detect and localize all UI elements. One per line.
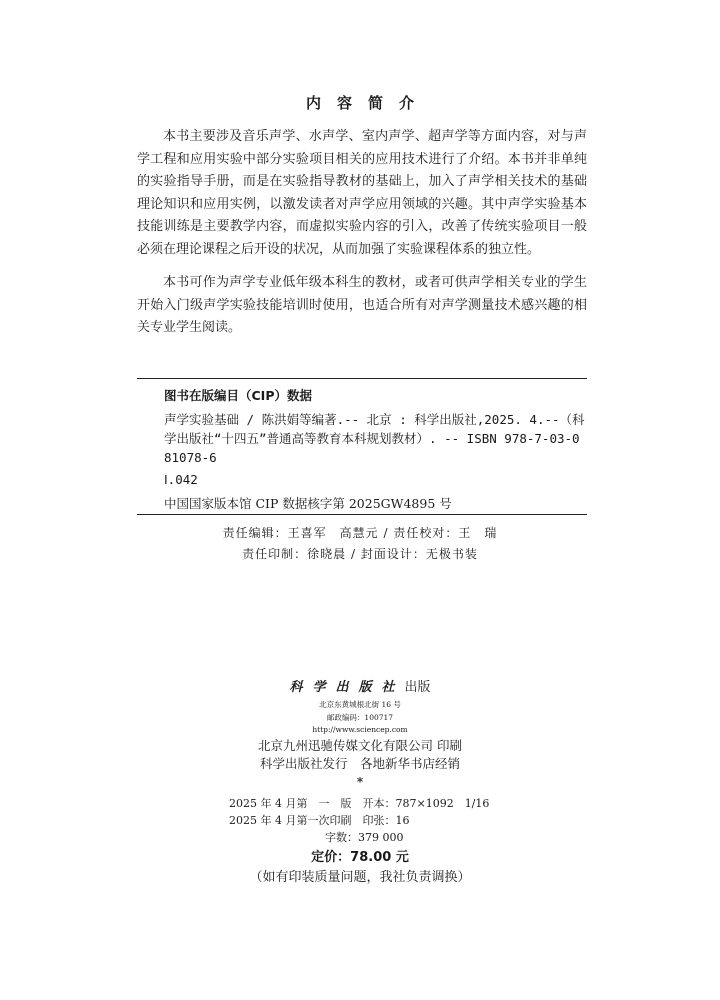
- cip-record: 声学实验基础 / 陈洪娟等编著.-- 北京 : 科学出版社,2025. 4.--（科学出版社“十四五”普通高等教育本科规划教材）. -- ISBN 978-7-03-081078-6: [164, 412, 585, 465]
- distribution-line: 科学出版社发行 各地新华书店经销: [259, 756, 460, 771]
- cip-heading: 图书在版编目（CIP）数据: [164, 388, 312, 403]
- printer-line: 北京九州迅驰传媒文化有限公司 印刷: [258, 738, 462, 753]
- publisher-line: [0, 676, 720, 695]
- divider-star: *: [356, 775, 364, 789]
- word-count: 字数：379 000: [325, 831, 404, 844]
- price-value: 78.00 元: [350, 850, 409, 865]
- cip-classification: Ⅰ.042: [164, 472, 198, 487]
- cip-core-data: 中国国家版本馆 CIP 数据核字第 2025GW4895 号: [164, 496, 452, 511]
- intro-paragraph-2: 本书可作为声学专业低年级本科生的教材，或者可供声学相关专业的学生开始入门级声学实验技能培训时使用，也适合所有对声学测量技术感兴趣的相关专业学生阅读。: [137, 275, 587, 335]
- cip-top-rule: [137, 378, 587, 379]
- printing-info: 2025 年 4 月第一次印刷 印张：16: [229, 814, 410, 827]
- publisher-website: http://www.sciencep.com: [312, 725, 408, 734]
- editor-credits: 责任编辑：王喜军 高慧元 / 责任校对：王 瑞: [222, 526, 498, 540]
- publisher-postcode: 邮政编码：100717: [326, 713, 394, 722]
- publisher-name: 科学出版社: [289, 680, 405, 695]
- publisher-suffix: 出版: [404, 680, 431, 695]
- edition-info: 2025 年 4 月第 一 版 开本：787×1092 1/16: [229, 797, 490, 810]
- quality-notice: （如有印装质量问题，我社负责调换）: [249, 870, 471, 885]
- price-label: 定价：: [311, 850, 351, 865]
- publisher-address: 北京东黄城根北街 16 号: [319, 700, 401, 709]
- page-title: 内容简介: [305, 94, 430, 112]
- price-line: [0, 846, 720, 865]
- production-credits: 责任印制：徐晓晨 / 封面设计：无极书装: [242, 547, 478, 561]
- intro-paragraph-1: 本书主要涉及音乐声学、水声学、室内声学、超声学等方面内容，对与声学工程和应用实验中部分实验项目相关的应用技术进行了介绍。本书并非单纯的实验指导手册，而是在实验指导教材的基础上，加入了声学相关技术的基础理论知识和应用实例，以激发读者对声学应用领域的兴趣。其中声学实验基本技能训练是主要教学内容，而虚拟实验内容的引入，改善了传统实验项目一般必须在理论课程之后开设的状况，从而加强了实验课程体系的独立性。: [137, 129, 587, 257]
- cip-bottom-rule: [137, 514, 587, 515]
